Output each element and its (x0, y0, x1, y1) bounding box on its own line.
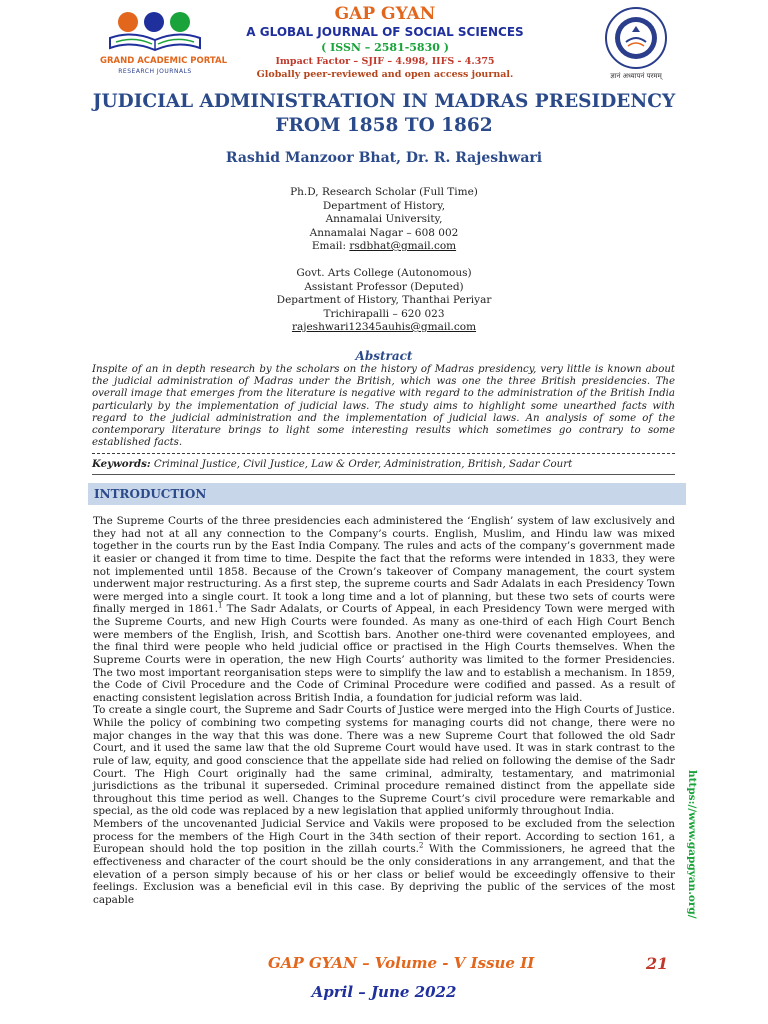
paper-title-line-2: FROM 1858 TO 1862 (275, 115, 493, 136)
affiliation-1-line: Annamalai University, (325, 213, 443, 225)
affiliation-1-line: Department of History, (322, 199, 446, 212)
impact-factor: Impact Factor – SJIF – 4.998, IIFS - 4.375 (275, 56, 495, 67)
email-label: Email: (311, 240, 350, 252)
affiliation-1-line: Annamalai Nagar – 608 002 (309, 226, 459, 239)
body-text (93, 515, 675, 906)
section-heading-introduction: INTRODUCTION (94, 487, 207, 501)
paragraph-3 (93, 818, 675, 906)
affiliation-2-line: Assistant Professor (Deputed) (304, 280, 464, 293)
dashed-divider (92, 453, 675, 454)
side-url (682, 770, 702, 920)
affiliation-2-line: Trichirapalli – 620 023 (323, 307, 445, 320)
gap-seal-icon (604, 6, 668, 70)
affiliation-2 (160, 267, 608, 335)
affiliation-2-line: Department of History, Thanthai Periyar (276, 294, 492, 306)
keywords-list: Criminal Justice, Civil Justice, Law & Order, Administration, British, Sadar Court (150, 459, 573, 470)
affiliation-1-line: Ph.D, Research Scholar (Full Time) (290, 186, 478, 198)
footer-date: April – June 2022 (311, 983, 457, 1001)
footer-journal-issue: GAP GYAN – Volume - V Issue II (268, 954, 535, 972)
footnote-marker-1[interactable]: 1 (218, 601, 223, 610)
paragraph-2: To create a single court, the Supreme and Sadr Courts of Justice were merged into the High Courts of Justice. While the policy of combining two competing systems for managing courts did not change, there were no major changes in the way that this was done. There was a new Supreme Court that followed the old Sadr Court, and it used the same law that the old Supreme Court would have used. It was in stark contrast to the rule of law, equity, and good conscience that the appellate side had relied on following the demise of the Sadr Court. The High Court originally had the same criminal, admiralty, testamentary, and matrimonial jurisdictions as the tribunal it superseded. Criminal procedure remained distinct from the appellate side throughout this time period as well. Changes to the Supreme Court’s civil procedure were remarkable and special, as the old code was replaced by a new legislation that applied uniformly throughout India. (93, 704, 675, 818)
journal-issn: ( ISSN – 2581-5830 ) (321, 41, 449, 54)
grand-academic-portal-logo (100, 10, 228, 82)
page-number: 21 (646, 954, 669, 973)
solid-divider (92, 474, 675, 475)
paragraph-1 (93, 515, 675, 704)
paragraph-3-part-a: Members of the uncovenanted Judicial Service and Vakils were proposed to be excluded from the selection process for the members of the High Court in the 34th section of their report. According to section 161, a European should hold the top position in the zillah courts. (93, 818, 675, 856)
journal-title: GAP GYAN (334, 4, 436, 24)
website-link[interactable]: https://www.gapgyan.org/ (686, 770, 698, 919)
affiliation-2-email-line (160, 321, 608, 335)
paragraph-3-part-b: With the Commissioners, he agreed that the effectiveness and character of the court should be the only considerations in any arrangement, and that the elevation of a person simply because of his or her class or belief would be exceedingly offensive to their feelings. Exclusion was a beneficial evil in this case. By depriving the public of the services of the most capable (93, 843, 675, 906)
peer-review-note: Globally peer-reviewed and open access journal. (256, 69, 514, 80)
open-book-icon (108, 32, 202, 52)
paper-title (60, 90, 708, 138)
paper-title-line-1: JUDICIAL ADMINISTRATION IN MADRAS PRESIDENCY (92, 91, 676, 112)
paragraph-1-part-b: The Sadr Adalats, or Courts of Appeal, in each Presidency Town were merged with the Supreme Courts, and new High Courts were founded. As many as one-third of each High Court Bench were members of the English, Irish, and Scottish bars. Another one-third were covenanted employees, and the final third were people who held judicial office or practised in the High Courts themselves. When the Supreme Courts were in operation, the new High Courts’ authority was limited to the former Presidencies. The two most important reorganisation steps were to simplify the law and to establish a mechanism. In 1859, the Code of Civil Procedure and the Code of Criminal Procedure were codified and passed. As a result of enacting consistent legislation across British India, a foundation for judicial reform was laid. (93, 603, 675, 704)
logo-text-primary: GRAND ACADEMIC PORTAL (100, 56, 228, 66)
abstract-heading: Abstract (355, 349, 413, 363)
logo-text-secondary: RESEARCH JOURNALS (118, 68, 192, 75)
email-link-1[interactable]: rsdbhat@gmail.com (349, 240, 457, 252)
journal-header (230, 4, 540, 81)
affiliation-1-email-line (160, 240, 608, 254)
seal-motto: ज्ञानं अध्यापनं परमम् (610, 72, 662, 80)
affiliation-1 (160, 186, 608, 254)
keywords-label: Keywords: (92, 458, 151, 470)
keywords (92, 458, 675, 470)
email-link-2[interactable]: rajeshwari12345auhis@gmail.com (291, 321, 477, 333)
paragraph-1-part-a: The Supreme Courts of the three presidencies each administered the ‘English’ system of law exclusively and they had not at all any connection to the Company’s courts. English, Muslim, and Hindu law was mixed together in the courts run by the East India Company. The rules and acts of the company’s government made it easier or changed it from time to time. Despite the fact that the reforms were intended in 1833, they were not implemented until 1858. Because of the Crown’s takeover of Company management, the court system underwent major restructuring. As a first step, the supreme courts and Sadr Adalats in each Presidency Town were merged into a single court. It took a long time and a lot of planning, but these two sets of courts were finally merged in 1861. (93, 515, 675, 616)
footnote-marker-2[interactable]: 2 (418, 841, 424, 850)
abstract-text: Inspite of an in depth research by the scholars on the history of Madras presidency, very little is known about the judicial administration of Madras under the British, which was one the three British presidencies. The overall image that emerges from the literature is negative with regard to the administration of the British India particularly by the implementation of judicial laws. The study aims to highlight some unearthed facts with regard to the judicial administration and the implementation of judicial laws. An analysis of some of the contemporary literature brings to light some interesting results which sometimes go contrary to some established facts. (92, 364, 675, 449)
journal-subtitle: A GLOBAL JOURNAL OF SOCIAL SCIENCES (246, 25, 524, 39)
affiliation-2-line: Govt. Arts College (Autonomous) (296, 267, 472, 279)
paper-authors: Rashid Manzoor Bhat, Dr. R. Rajeshwari (225, 150, 543, 166)
